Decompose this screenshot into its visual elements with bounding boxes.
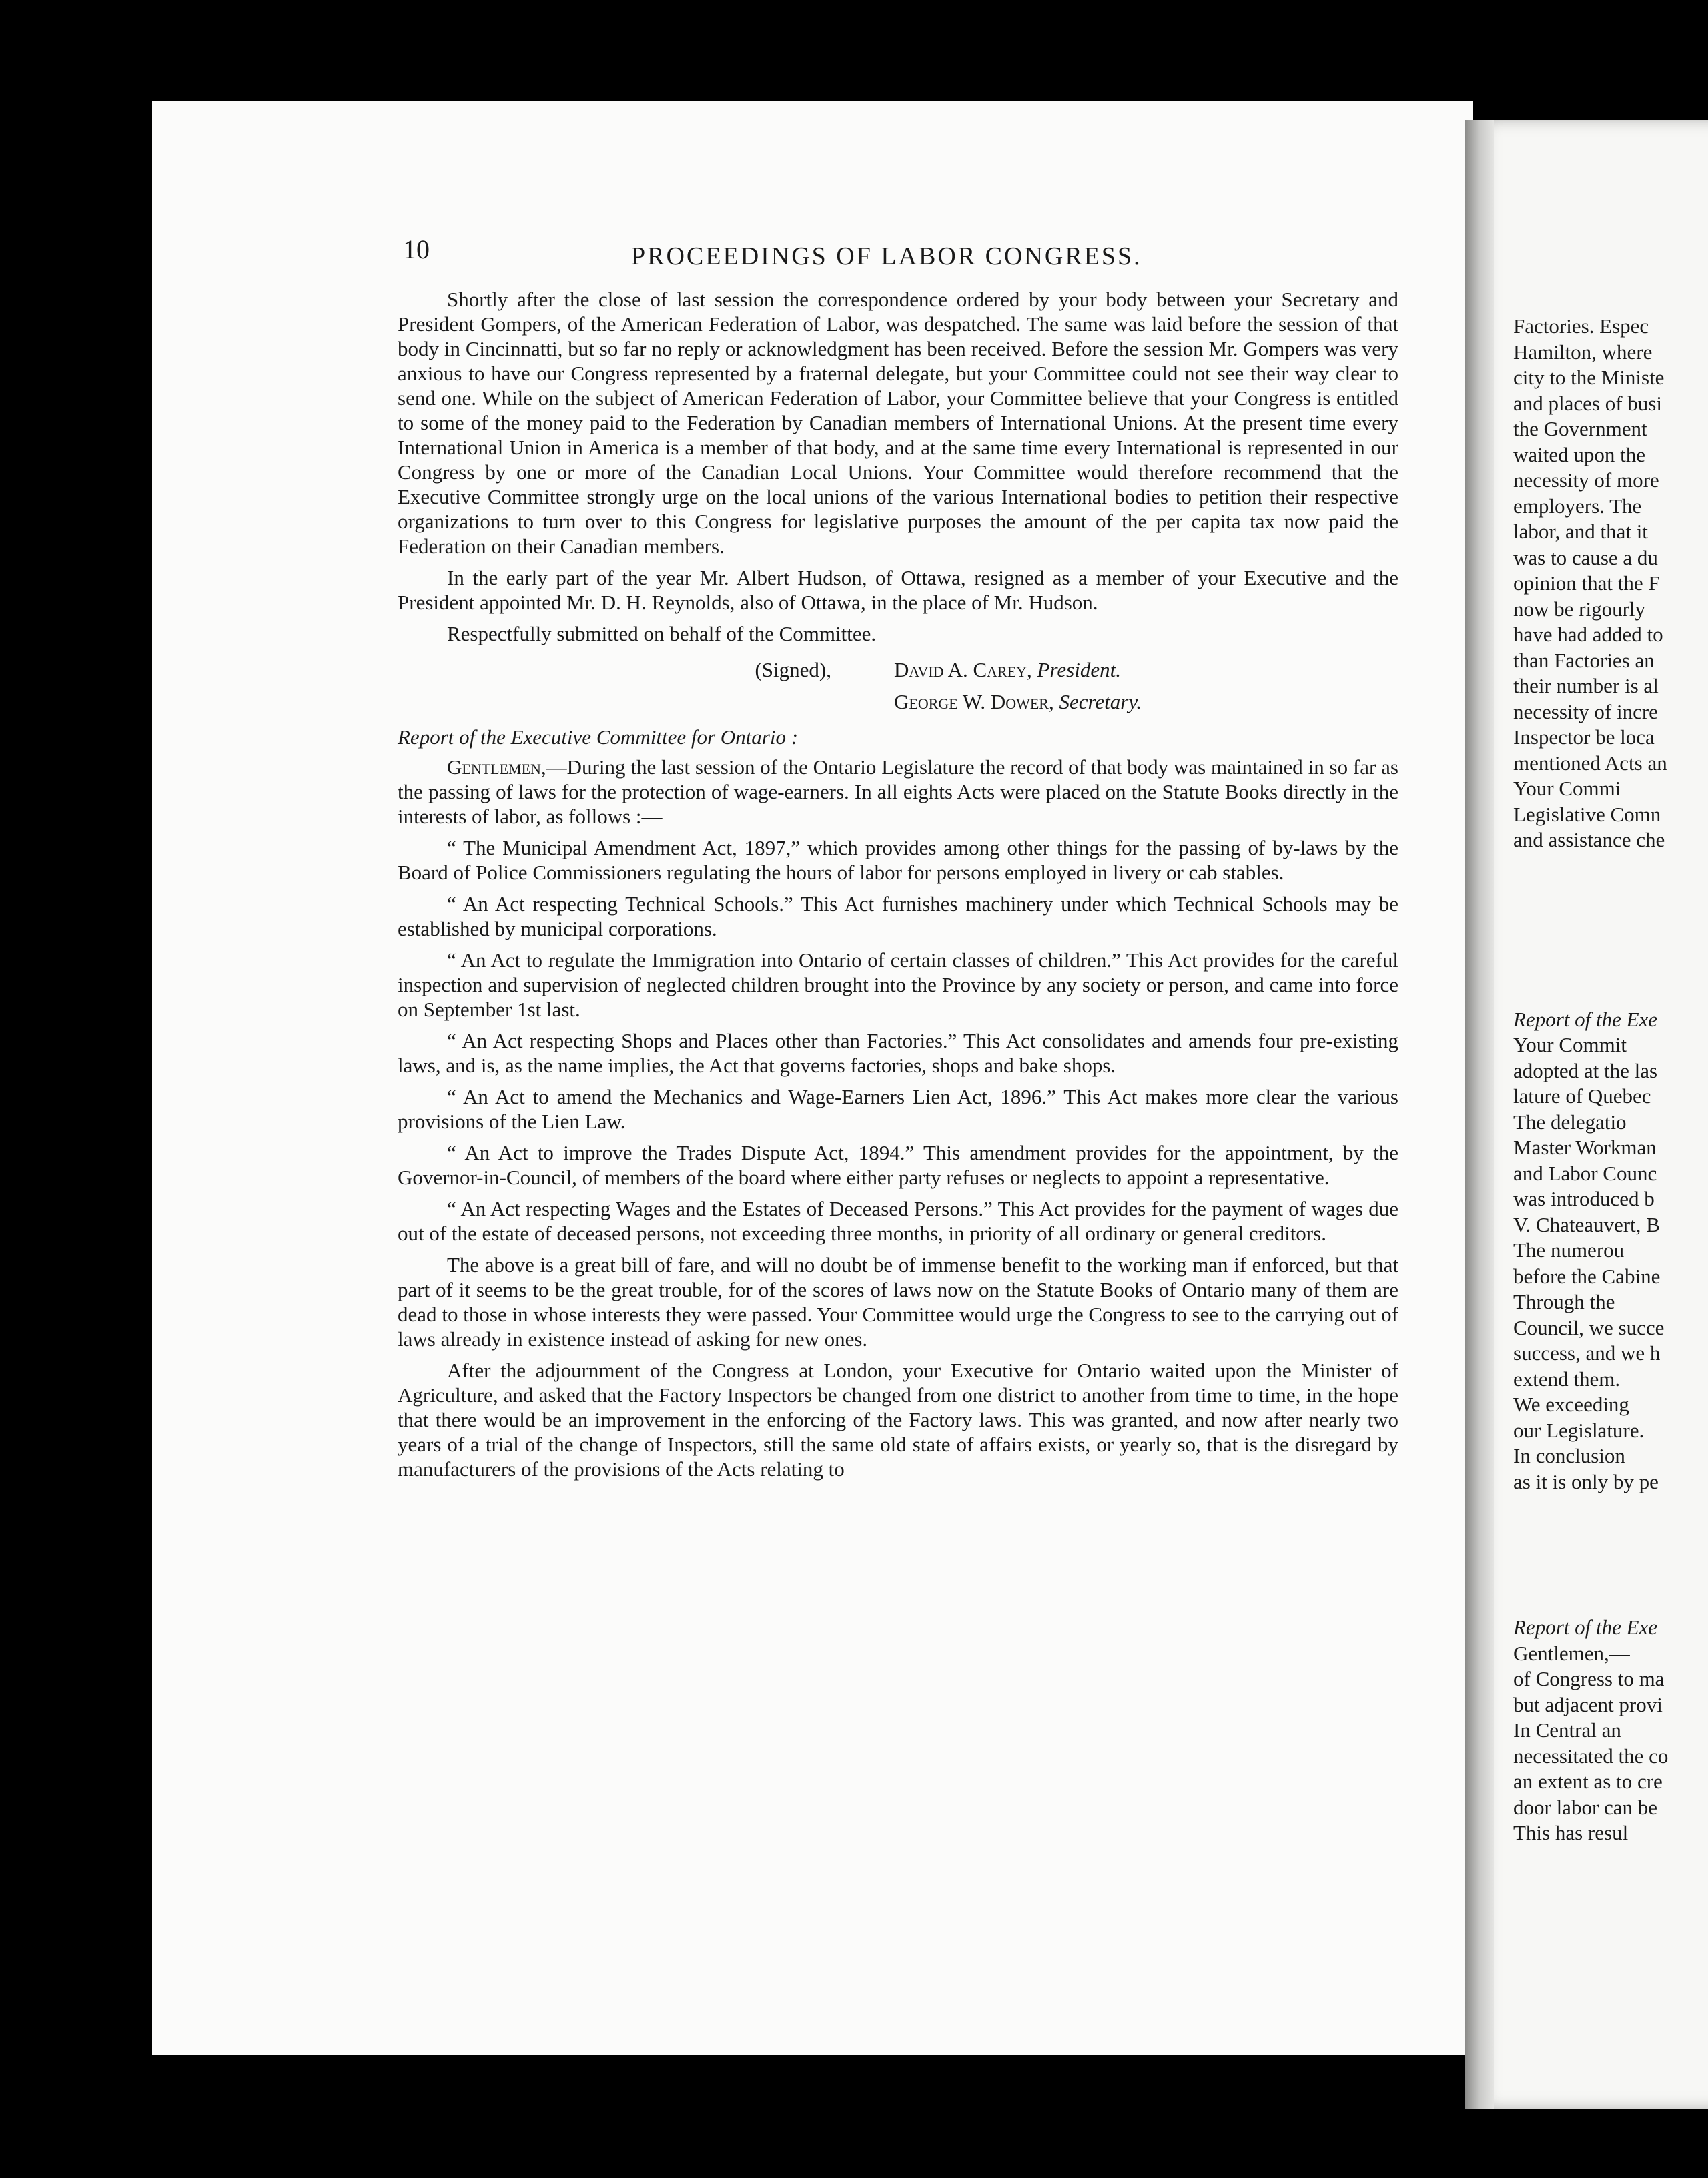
- paragraph-act-immigration: “ An Act to regulate the Immigration into Ontario of certain classes of children.” This Act provides for the careful inspection and supervision of neglected children brought into the Province by any society or person, and came into force on September 1st last.: [398, 948, 1398, 1021]
- right-text-line: adopted at the las: [1513, 1058, 1658, 1082]
- right-text-line: Inspector be loca: [1513, 725, 1655, 749]
- right-text-line: now be rigourly: [1513, 597, 1646, 621]
- paragraph-adjournment: After the adjournment of the Congress at London, your Executive for Ontario waited upon the Minister of Agriculture, and asked that the Factory Inspectors be changed from one district to another from time to time, in the hope that there would be an improvement in the enforcing of the Factory laws. This was granted, and now after nearly two years of a trial of the change of Inspectors, still the same old state of affairs exists, or yearly so, that is the disregard by manufacturers of the provisions of the Acts relating to: [398, 1359, 1398, 1481]
- paragraph-act-shops: “ An Act respecting Shops and Places other than Factories.” This Act consolidates and amends four pre-existing laws, and is, as the name implies, the Act that governs factories, shops and bake shops.: [398, 1029, 1398, 1077]
- right-text-line: opinion that the F: [1513, 571, 1660, 595]
- signature-block: [398, 654, 1398, 718]
- right-column-text: [1513, 314, 1708, 1846]
- signed-label: (Signed),: [755, 658, 831, 681]
- salutation: Gentlemen,: [447, 755, 546, 779]
- right-section-title-3: Report of the Exe: [1513, 1615, 1658, 1639]
- right-text-line: This has resul: [1513, 1821, 1629, 1844]
- paragraph-gompers: Shortly after the close of last session the correspondence ordered by your body between your Secretary and President Gompers, of the American Federation of Labor, was despatched. The same was laid before the session of that body in Cincinnatti, but so far no reply or acknowledgment has been received. Before the session Mr. Gompers was very anxious to have our Congress represented by a fraternal delegate, but your Committee could not see their way clear to send one. While on the subject of American Federation of Labor, your Committee believe that your Congress is entitled to some of the money paid to the Federation by Canadian members of International Unions. At the present time every International Union in America is a member of that body, and at the same time every International is represented in our Congress by one or more of the Canadian Local Unions. Your Committee would therefore recommend that the Executive Committee strongly urge on the local unions of the various International bodies to petition their respective organizations to turn over to this Congress for legislative purposes the amount of the per capita tax now paid the Federation on their Canadian members.: [398, 288, 1398, 558]
- left-column-text: [398, 287, 1398, 1488]
- right-text-line: of Congress to ma: [1513, 1667, 1665, 1690]
- right-text-line: necessity of more: [1513, 468, 1659, 492]
- right-text-line: extend them.: [1513, 1367, 1621, 1391]
- right-text-line: have had added to: [1513, 623, 1663, 646]
- right-section-title-2: Report of the Exe: [1513, 1007, 1658, 1031]
- right-text-line: the Government: [1513, 417, 1647, 440]
- right-text-line: Gentlemen,—: [1513, 1641, 1630, 1665]
- right-text-line: before the Cabine: [1513, 1264, 1661, 1288]
- paragraph-act-trades: “ An Act to improve the Trades Dispute Act, 1894.” This amendment provides for the appointment, by the Governor-in-Council, of members of the board where either party refuses or neglects to appoint a representative.: [398, 1141, 1398, 1189]
- right-text-line: The numerou: [1513, 1238, 1625, 1262]
- right-text-line: In conclusion: [1513, 1444, 1625, 1467]
- right-text-line: was to cause a du: [1513, 545, 1658, 569]
- right-text-line: In Central an: [1513, 1718, 1621, 1742]
- right-text-line: The delegatio: [1513, 1110, 1627, 1134]
- right-text-line: Legislative Comn: [1513, 802, 1661, 826]
- right-text-line: labor, and that it: [1513, 520, 1648, 543]
- page-number: 10: [403, 234, 430, 264]
- right-text-line: lature of Quebec: [1513, 1084, 1651, 1108]
- right-text-line: necessity of incre: [1513, 699, 1658, 723]
- right-block-2: [1513, 1032, 1708, 1495]
- paragraph-hudson: In the early part of the year Mr. Albert Hudson, of Ottawa, resigned as a member of your Executive and the President appointed Mr. D. H. Reynolds, also of Ottawa, in the place of Mr. Hudson.: [398, 566, 1398, 614]
- right-text-line: our Legislature.: [1513, 1418, 1645, 1442]
- right-text-line: door labor can be: [1513, 1795, 1658, 1819]
- president-title: President.: [1037, 658, 1121, 681]
- right-text-line: mentioned Acts an: [1513, 751, 1667, 775]
- secretary-title: Secretary.: [1059, 690, 1142, 713]
- right-text-line: and places of busi: [1513, 391, 1662, 415]
- right-text-line: Master Workman: [1513, 1136, 1657, 1159]
- right-text-line: Council, we succe: [1513, 1315, 1665, 1339]
- right-text-line: We exceeding: [1513, 1393, 1629, 1416]
- right-text-line: and Labor Counc: [1513, 1161, 1657, 1185]
- right-text-line: city to the Ministe: [1513, 366, 1665, 389]
- paragraph-bill-of-fare: The above is a great bill of fare, and will no doubt be of immense benefit to the working man if enforced, but that part of it seems to be the great trouble, for of the scores of laws now on the Statute Books of Ontario many of them are dead to those in whose interests they were passed. Your Committee would urge the Congress to see to the carrying out of laws already in existence instead of asking for new ones.: [398, 1253, 1398, 1351]
- right-text-line: Your Commi: [1513, 777, 1621, 800]
- paragraph-act-technical: “ An Act respecting Technical Schools.” This Act furnishes machinery under which Technical Schools may be established by municipal corporations.: [398, 892, 1398, 940]
- right-text-line: and assistance che: [1513, 828, 1665, 851]
- right-text-line: but adjacent provi: [1513, 1692, 1663, 1716]
- paragraph-act-lien: “ An Act to amend the Mechanics and Wage-Earners Lien Act, 1896.” This Act makes more clear the various provisions of the Lien Law.: [398, 1085, 1398, 1133]
- right-text-line: success, and we h: [1513, 1341, 1661, 1365]
- right-text-line: was introduced b: [1513, 1187, 1655, 1210]
- right-text-line: Hamilton, where: [1513, 340, 1653, 364]
- right-text-line: necessitated the co: [1513, 1744, 1669, 1768]
- right-block-3: [1513, 1641, 1708, 1846]
- right-text-line: as it is only by pe: [1513, 1469, 1659, 1493]
- paragraph-submitted: Respectfully submitted on behalf of the Committee.: [447, 622, 877, 645]
- right-block-1: [1513, 314, 1708, 853]
- right-text-line: Factories. Espec: [1513, 314, 1649, 338]
- paragraph-gentlemen: Gentlemen,—During the last session of the Ontario Legislature the record of that body was maintained in so far as the passing of laws for the protection of wage-earners. In all eights Acts were placed on the Statute Books directly in the interests of labor, as follows :—: [398, 755, 1398, 828]
- page-gutter: [1465, 120, 1494, 2109]
- paragraph-act-municipal: “ The Municipal Amendment Act, 1897,” which provides among other things for the passing of by-laws by the Board of Police Commissioners regulating the hours of labor for persons employed in livery or cab stables.: [398, 836, 1398, 884]
- right-text-line: an extent as to cre: [1513, 1770, 1663, 1793]
- right-text-line: V. Chateauvert, B: [1513, 1212, 1660, 1236]
- section-title-ontario: Report of the Executive Committee for Ontario :: [398, 725, 799, 749]
- right-text-line: employers. The: [1513, 494, 1642, 518]
- right-text-line: than Factories an: [1513, 648, 1655, 672]
- paragraph-act-wages: “ An Act respecting Wages and the Estates of Deceased Persons.” This Act provides for the payment of wages due out of the estate of deceased persons, not exceeding three months, in priority of all ordinary or general creditors.: [398, 1197, 1398, 1245]
- right-text-line: waited upon the: [1513, 442, 1646, 466]
- running-title: PROCEEDINGS OF LABOR CONGRESS.: [631, 242, 1142, 270]
- right-text-line: Through the: [1513, 1290, 1615, 1313]
- secretary-name: George W. Dower,: [894, 690, 1054, 713]
- right-text-line: Your Commit: [1513, 1033, 1627, 1056]
- right-text-line: their number is al: [1513, 674, 1659, 697]
- president-name: David A. Carey,: [894, 658, 1032, 681]
